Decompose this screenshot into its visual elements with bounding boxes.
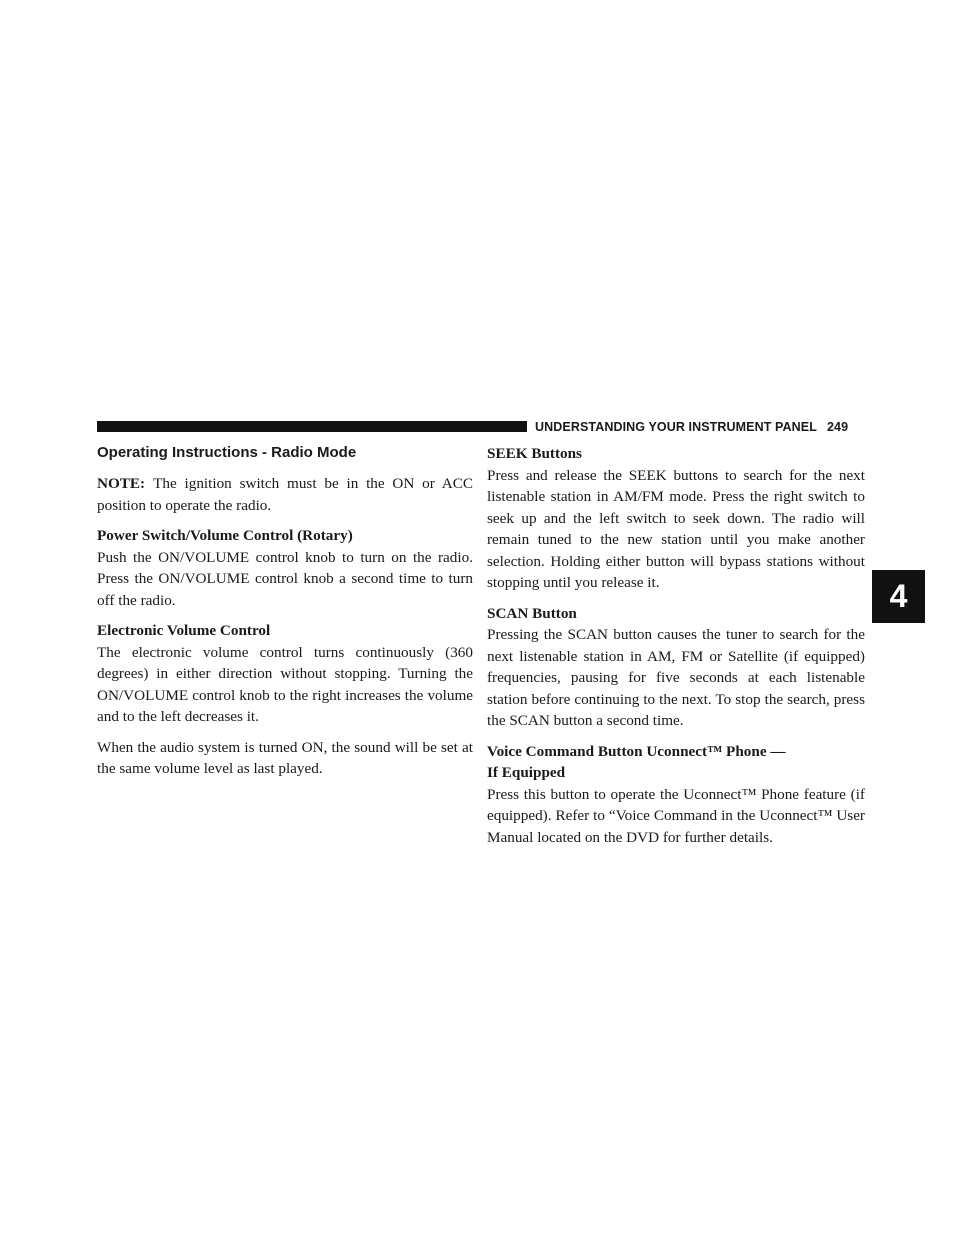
running-header	[535, 418, 848, 436]
scan-text: Pressing the SCAN button causes the tuner to search for the next listenable station in AM, FM or Satellite (if equipped) frequencies, pausing for five seconds at each listenable station before continuing to the next. To stop the search, press the SCAN button a second time.	[487, 626, 865, 729]
section-title: Operating Instructions - Radio Mode	[97, 444, 357, 461]
voice-command-block	[487, 741, 865, 849]
volume-control-block	[97, 620, 473, 728]
seek-block	[487, 443, 865, 594]
header-rule	[97, 421, 527, 432]
seek-text: Press and release the SEEK buttons to search for the next listenable station in AM/FM mode. Press the right switch to seek up and the left switch to seek down. The radio will remain tuned to the new station until you make another selection. Holding either button will bypass stations without stopping until you release it.	[487, 466, 865, 591]
right-column	[487, 443, 865, 857]
note-text: The ignition switch must be in the ON or ACC position to operate the radio.	[97, 475, 473, 514]
voice-command-heading-line1: Voice Command Button Uconnect™ Phone —	[487, 742, 786, 760]
audio-system-block	[97, 737, 473, 780]
volume-control-text: The electronic volume control turns continuously (360 degrees) in either direction without stopping. Turning the ON/VOLUME control knob to the right increases the volume and to the left decreases it.	[97, 643, 473, 725]
page-number: 249	[826, 420, 849, 434]
power-switch-heading: Power Switch/Volume Control (Rotary)	[97, 527, 353, 544]
power-switch-text: Push the ON/VOLUME control knob to turn on the radio. Press the ON/VOLUME control knob a second time to turn off the radio.	[97, 548, 473, 609]
power-switch-block	[97, 525, 473, 611]
volume-control-heading: Electronic Volume Control	[97, 622, 271, 639]
scan-heading: SCAN Button	[487, 604, 577, 622]
seek-heading: SEEK Buttons	[487, 445, 582, 462]
note-label: NOTE:	[97, 475, 146, 492]
chapter-tab: 4	[872, 570, 925, 623]
scan-block	[487, 603, 865, 732]
header-title: UNDERSTANDING YOUR INSTRUMENT PANEL	[535, 420, 817, 434]
audio-system-text: When the audio system is turned ON, the sound will be set at the same volume level as last played.	[97, 738, 473, 777]
left-column	[97, 443, 473, 789]
voice-command-text: Press this button to operate the Uconnect™ Phone feature (if equipped). Refer to “Voice Command in the Uconnect™ User Manual located on the DVD for further details.	[487, 785, 865, 846]
voice-command-heading-line2: If Equipped	[487, 764, 566, 781]
note-paragraph	[97, 473, 473, 516]
